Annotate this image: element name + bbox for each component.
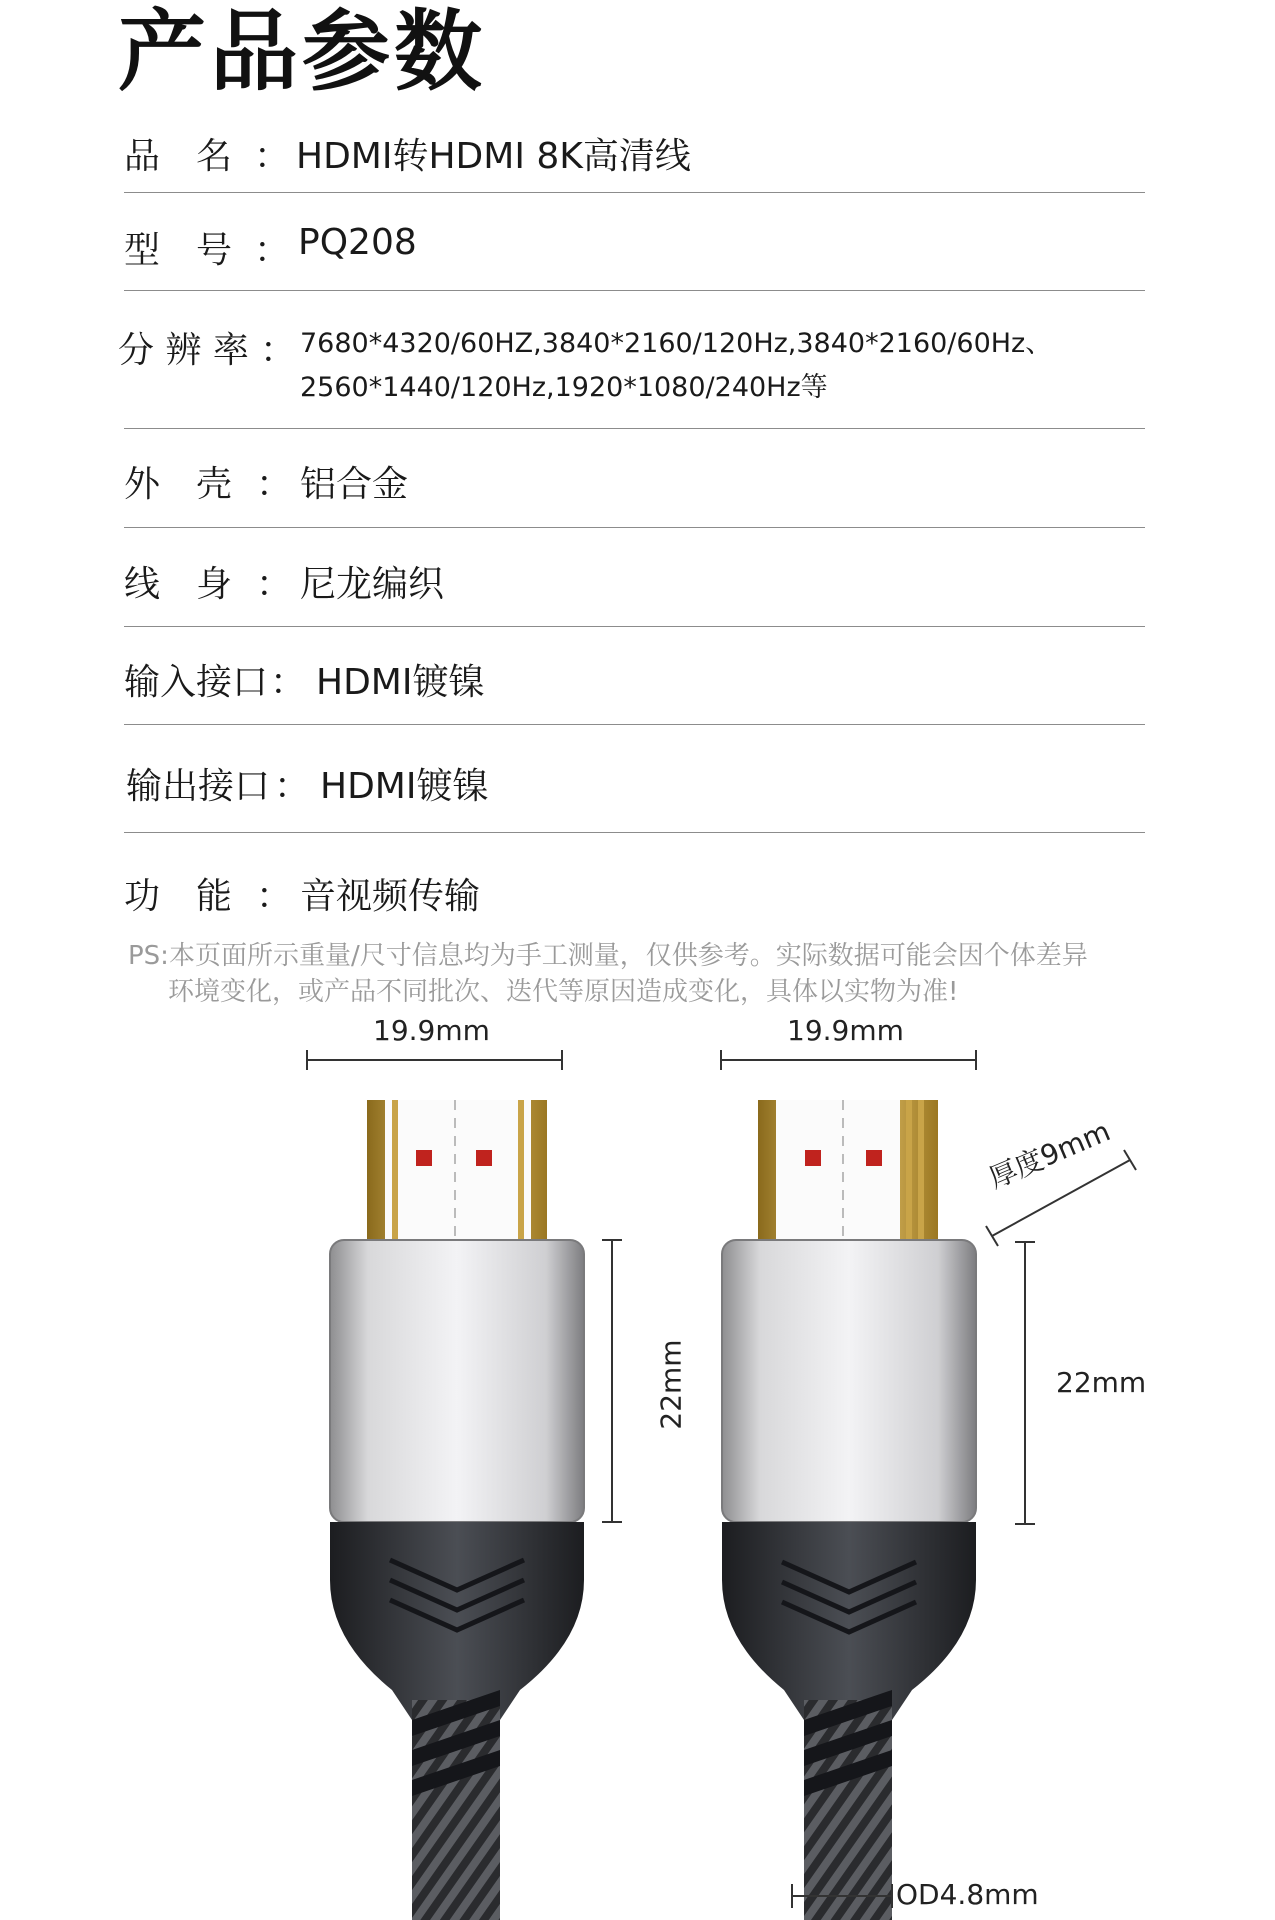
spec-colon: ： [260,330,297,371]
spec-value-resolution-line2: 2560*1440/120Hz,1920*1080/240Hz等 [300,372,828,403]
dim-width-left: 19.9mm [373,1014,490,1047]
dim-height-right: 22mm [1056,1366,1147,1399]
spec-value-cable-body: 尼龙编织 [300,564,445,605]
spec-label-cable-body: 线 身 [124,564,233,605]
disclaimer-line1: PS:本页面所示重量/尺寸信息均为手工测量，仅供参考。实际数据可能会因个体差异 [128,941,1088,971]
spec-label-function: 功 能 [124,876,233,917]
dim-width-right: 19.9mm [787,1014,904,1047]
dim-height-left: 22mm [654,1339,688,1430]
spec-value-input: HDMI镀镍 [316,662,485,703]
spec-label-output: 输出接口 [126,766,271,807]
spec-value-function: 音视频传输 [300,876,481,917]
spec-value-model: PQ208 [298,222,417,263]
spec-value-resolution-line1: 7680*4320/60HZ,3840*2160/120Hz,3840*2160/60Hz、 [300,328,1053,359]
spec-colon: ： [274,766,311,807]
spec-value-output: HDMI镀镍 [320,766,489,807]
divider [124,428,1145,429]
left-connector [307,1050,622,1920]
divider [124,626,1145,627]
dim-thickness: 厚度9mm [983,1114,1116,1195]
divider [124,290,1145,291]
spec-label-input: 输入接口 [124,662,269,703]
spec-label-model: 型 号 [124,230,233,271]
spec-value-shell: 铝合金 [300,464,409,505]
divider [124,192,1145,193]
disclaimer-line2: 环境变化，或产品不同批次、迭代等原因造成变化，具体以实物为准! [168,977,959,1007]
spec-colon: ： [256,464,293,505]
spec-colon: ： [270,662,307,703]
spec-colon: ： [256,564,293,605]
spec-colon: ： [254,230,291,271]
dim-cable-od: OD4.8mm [896,1878,1039,1911]
spec-label-shell: 外 壳 [124,464,233,505]
divider [124,527,1145,528]
hdmi-connector-diagram [0,1000,1275,1920]
page-title: 产品参数 [118,0,487,103]
spec-label-resolution: 分 辨 率 [118,330,249,371]
spec-colon: ： [254,136,291,177]
spec-label-product-name: 品 名 [124,136,233,177]
divider [124,832,1145,833]
divider [124,724,1145,725]
right-connector [721,1050,1136,1920]
spec-value-product-name: HDMI转HDMI 8K高清线 [296,136,691,177]
spec-colon: ： [256,876,293,917]
